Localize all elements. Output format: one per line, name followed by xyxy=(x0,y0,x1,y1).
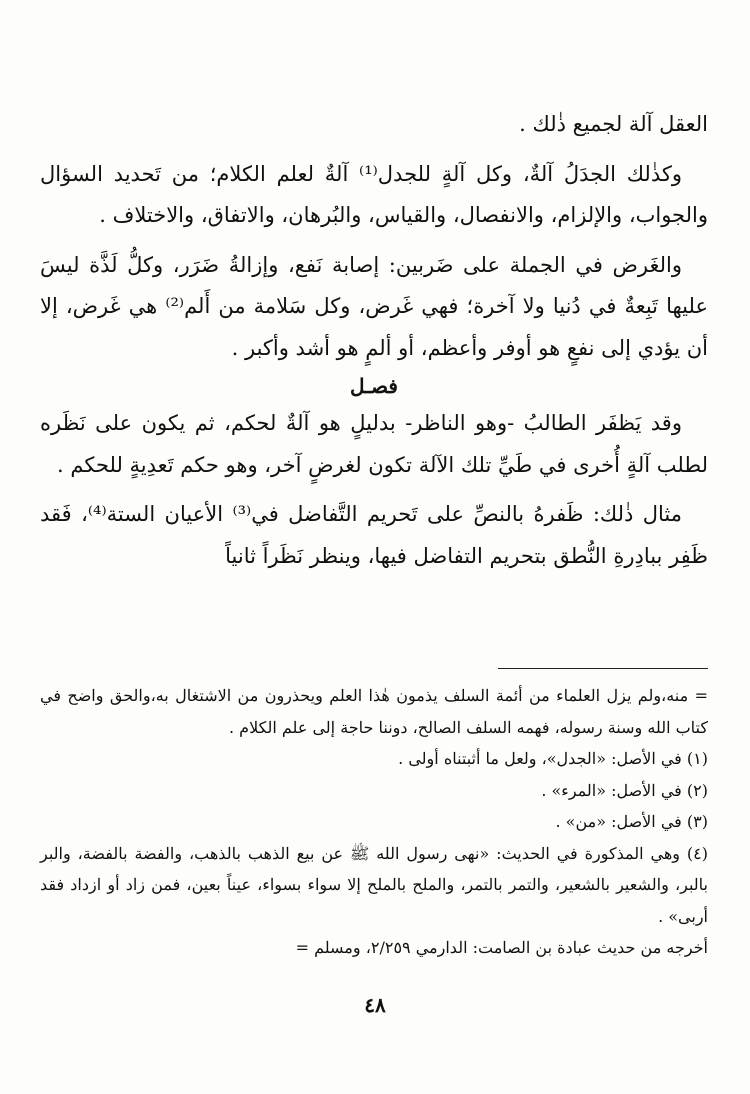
footnote-source: أخرجه من حديث عبادة بن الصامت: الدارمي ٢/٢٥٩، ومسلم = xyxy=(295,938,708,957)
section-heading: فصـل xyxy=(350,374,398,398)
footnote-4: (٤) وهي المذكورة في الحديث: «نهى رسول الله ﷺ عن بيع الذهب بالذهب، والفضة بالفضة، والبر بالبر، والشعير بالشعير، والتمر بالتمر، والملح بالملح إلا سواء بسواء، عيناً بعين، فمن زاد أو ازداد فقد أربى» . xyxy=(40,843,709,926)
footnote-continuation: = منه،ولم يزل العلماء من أئمة السلف يذمون هٰذا العلم ويحذرون من الاشتغال به،والحق واضح في كتاب الله وسنة رسوله، فهمه السلف الصالح، دوننا حاجة إلى علم الكلام . xyxy=(40,686,708,737)
paragraph-3: والغَرض في الجملة على ضَربين: إصابة نَفع، وإزالةُ ضَرَر، وكلُّ لَذَّة ليسَ عليها تَبِعةٌ في دُنيا ولا آخرة؛ فهي غَرض، وكل سَلامة من أَلم⁽²⁾ هي غَرض، إلا أن يؤدي إلى نفعٍ هو أوفر وأعظم، أو ألمٍ هو أشد وأكبر . xyxy=(40,252,708,360)
paragraph-4: وقد يَظفَر الطالبُ -وهو الناظر- بدليلٍ هو آلةٌ لحكم، ثم يكون على نَظَره لطلب آلةٍ أُخرى في طَيِّ تلك الآلة تكون لغرضٍ آخر، وهو حكم تَعدِيةٍ للحكم . xyxy=(40,411,708,477)
footnote-3: (٣) في الأصل: «من» . xyxy=(555,812,708,831)
paragraph-5: مثال ذٰلك: ظَفرهُ بالنصِّ على تَحريم التَّفاضل في⁽³⁾ الأعيان الستة⁽⁴⁾، فَقد ظَفِر ببادِرةِ النُّطق بتحريم التفاضل فيها، وينظر نَظَراً ثانياً xyxy=(40,502,708,568)
footnote-2: (٢) في الأصل: «المرء» . xyxy=(541,780,708,800)
footnotes xyxy=(40,680,708,964)
paragraph-2: وكذٰلك الجدَلُ آلةٌ، وكل آلةٍ للجدل⁽¹⁾ آلةٌ لعلم الكلام؛ من تَحديد السؤال والجواب، والإلزام، والانفصال، والقياس، والبُرهان، والاتفاق، والاختلاف . xyxy=(40,161,708,227)
main-text xyxy=(40,104,708,577)
footnote-1: (١) في الأصل: «الجدل»، ولعل ما أثبتناه أولى . xyxy=(398,749,708,768)
footnote-divider xyxy=(498,668,708,669)
paragraph-1: العقل آلة لجميع ذٰلك . xyxy=(519,112,708,136)
page-number: ٤٨ xyxy=(364,993,386,1017)
